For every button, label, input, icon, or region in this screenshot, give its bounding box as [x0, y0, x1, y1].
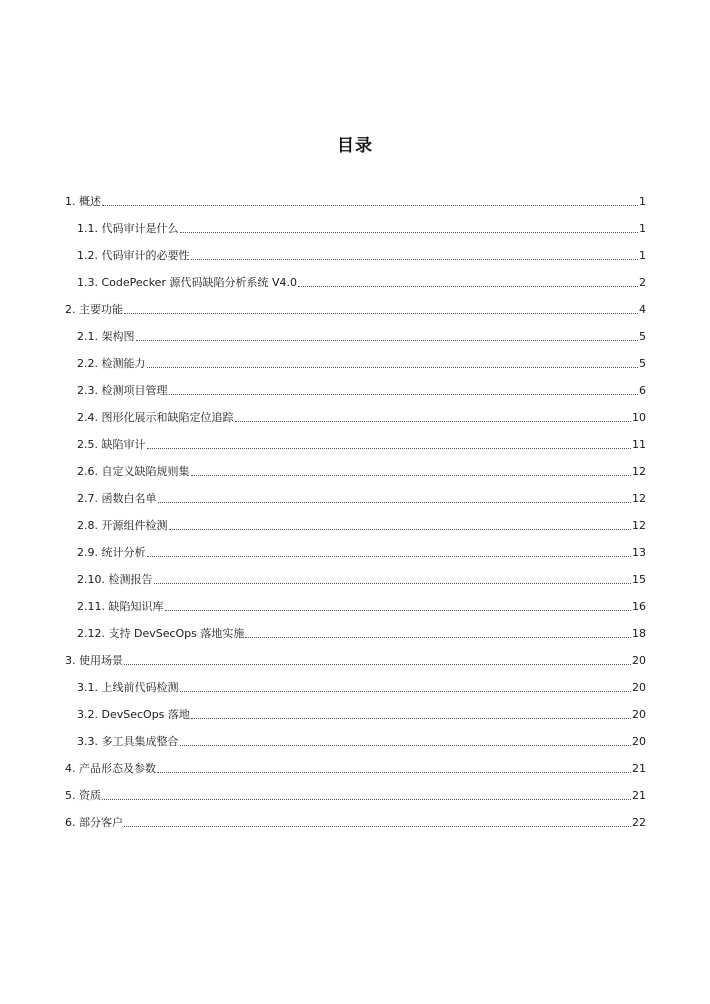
toc-entry[interactable] — [65, 805, 646, 832]
toc-dot-leader — [102, 205, 638, 206]
toc-dot-leader — [245, 637, 631, 638]
toc-dot-leader — [124, 826, 631, 827]
toc-entry[interactable] — [65, 265, 646, 292]
toc-dot-leader — [154, 583, 632, 584]
toc-page-number: 20 — [632, 735, 646, 748]
toc-entry-title: 2.5. 缺陷审计 — [77, 438, 146, 451]
toc-entry[interactable] — [65, 724, 646, 751]
toc-entry[interactable] — [65, 616, 646, 643]
toc-entry[interactable] — [65, 427, 646, 454]
toc-dot-leader — [180, 745, 632, 746]
toc-entry-title: 2. 主要功能 — [65, 303, 123, 316]
toc-entry-title: 2.10. 检测报告 — [77, 573, 153, 586]
toc-title: 目录 — [337, 136, 373, 156]
toc-page-number: 11 — [632, 438, 646, 451]
toc-entry-title: 2.2. 检测能力 — [77, 357, 146, 370]
toc-page-number: 12 — [632, 519, 646, 532]
toc-page-number: 20 — [632, 708, 646, 721]
toc-dot-leader — [180, 232, 639, 233]
toc-entry-title: 2.3. 检测项目管理 — [77, 384, 168, 397]
toc-entry-title: 2.9. 统计分析 — [77, 546, 146, 559]
toc-entry[interactable] — [65, 211, 646, 238]
toc-dot-leader — [191, 718, 631, 719]
toc-dot-leader — [169, 394, 639, 395]
toc-page-number: 6 — [639, 384, 646, 397]
toc-entry-title: 3.1. 上线前代码检测 — [77, 681, 179, 694]
toc-entry[interactable] — [65, 184, 646, 211]
toc-entry-title: 3.3. 多工具集成整合 — [77, 735, 179, 748]
toc-dot-leader — [147, 448, 632, 449]
toc-entry[interactable] — [65, 400, 646, 427]
toc-entry[interactable] — [65, 292, 646, 319]
toc-page-number: 21 — [632, 762, 646, 775]
toc-entry[interactable] — [65, 535, 646, 562]
toc-entry[interactable] — [65, 373, 646, 400]
toc-dot-leader — [165, 610, 632, 611]
toc-page-number: 2 — [639, 276, 646, 289]
toc-dot-leader — [191, 475, 632, 476]
toc-page-number: 20 — [632, 681, 646, 694]
toc-dot-leader — [298, 286, 638, 287]
toc-dot-leader — [158, 502, 632, 503]
toc-list — [65, 184, 646, 832]
toc-page-number: 1 — [639, 249, 646, 262]
toc-entry-title: 4. 产品形态及参数 — [65, 762, 156, 775]
toc-entry[interactable] — [65, 697, 646, 724]
toc-entry-title: 2.4. 图形化展示和缺陷定位追踪 — [77, 411, 234, 424]
toc-dot-leader — [102, 799, 631, 800]
toc-entry-title: 1.1. 代码审计是什么 — [77, 222, 179, 235]
toc-entry[interactable] — [65, 670, 646, 697]
toc-entry-title: 2.7. 函数白名单 — [77, 492, 157, 505]
toc-entry-title: 1.2. 代码审计的必要性 — [77, 249, 190, 262]
toc-entry[interactable] — [65, 481, 646, 508]
toc-entry[interactable] — [65, 319, 646, 346]
toc-page-number: 22 — [632, 816, 646, 829]
toc-dot-leader — [124, 313, 638, 314]
toc-dot-leader — [180, 691, 632, 692]
toc-dot-leader — [235, 421, 632, 422]
toc-page-number: 20 — [632, 654, 646, 667]
toc-page-number: 10 — [632, 411, 646, 424]
toc-entry[interactable] — [65, 346, 646, 373]
toc-page-number: 18 — [632, 627, 646, 640]
toc-entry-title: 1.3. CodePecker 源代码缺陷分析系统 V4.0 — [77, 276, 297, 289]
toc-page-number: 21 — [632, 789, 646, 802]
toc-entry-title: 6. 部分客户 — [65, 816, 123, 829]
toc-entry-title: 1. 概述 — [65, 195, 101, 208]
toc-entry-title: 2.12. 支持 DevSecOps 落地实施 — [77, 627, 245, 640]
toc-entry-title: 3.2. DevSecOps 落地 — [77, 708, 190, 721]
toc-dot-leader — [157, 772, 631, 773]
toc-entry[interactable] — [65, 238, 646, 265]
toc-entry-title: 5. 资质 — [65, 789, 101, 802]
toc-entry[interactable] — [65, 751, 646, 778]
toc-entry-title: 2.1. 架构图 — [77, 330, 135, 343]
toc-entry[interactable] — [65, 778, 646, 805]
toc-entry[interactable] — [65, 643, 646, 670]
toc-page-number: 15 — [632, 573, 646, 586]
toc-page-number: 12 — [632, 465, 646, 478]
toc-page-number: 4 — [639, 303, 646, 316]
toc-page-number: 1 — [639, 195, 646, 208]
toc-dot-leader — [136, 340, 639, 341]
toc-page-number: 16 — [632, 600, 646, 613]
toc-entry[interactable] — [65, 454, 646, 481]
toc-page-number: 1 — [639, 222, 646, 235]
toc-entry[interactable] — [65, 562, 646, 589]
toc-dot-leader — [147, 367, 639, 368]
toc-entry-title: 2.8. 开源组件检测 — [77, 519, 168, 532]
toc-page-number: 13 — [632, 546, 646, 559]
toc-entry[interactable] — [65, 508, 646, 535]
toc-entry-title: 2.11. 缺陷知识库 — [77, 600, 164, 613]
toc-page-number: 5 — [639, 330, 646, 343]
toc-dot-leader — [124, 664, 631, 665]
toc-page-number: 5 — [639, 357, 646, 370]
toc-entry-title: 3. 使用场景 — [65, 654, 123, 667]
toc-dot-leader — [191, 259, 639, 260]
toc-page-number: 12 — [632, 492, 646, 505]
toc-entry-title: 2.6. 自定义缺陷规则集 — [77, 465, 190, 478]
toc-entry[interactable] — [65, 589, 646, 616]
toc-dot-leader — [169, 529, 632, 530]
toc-dot-leader — [147, 556, 632, 557]
